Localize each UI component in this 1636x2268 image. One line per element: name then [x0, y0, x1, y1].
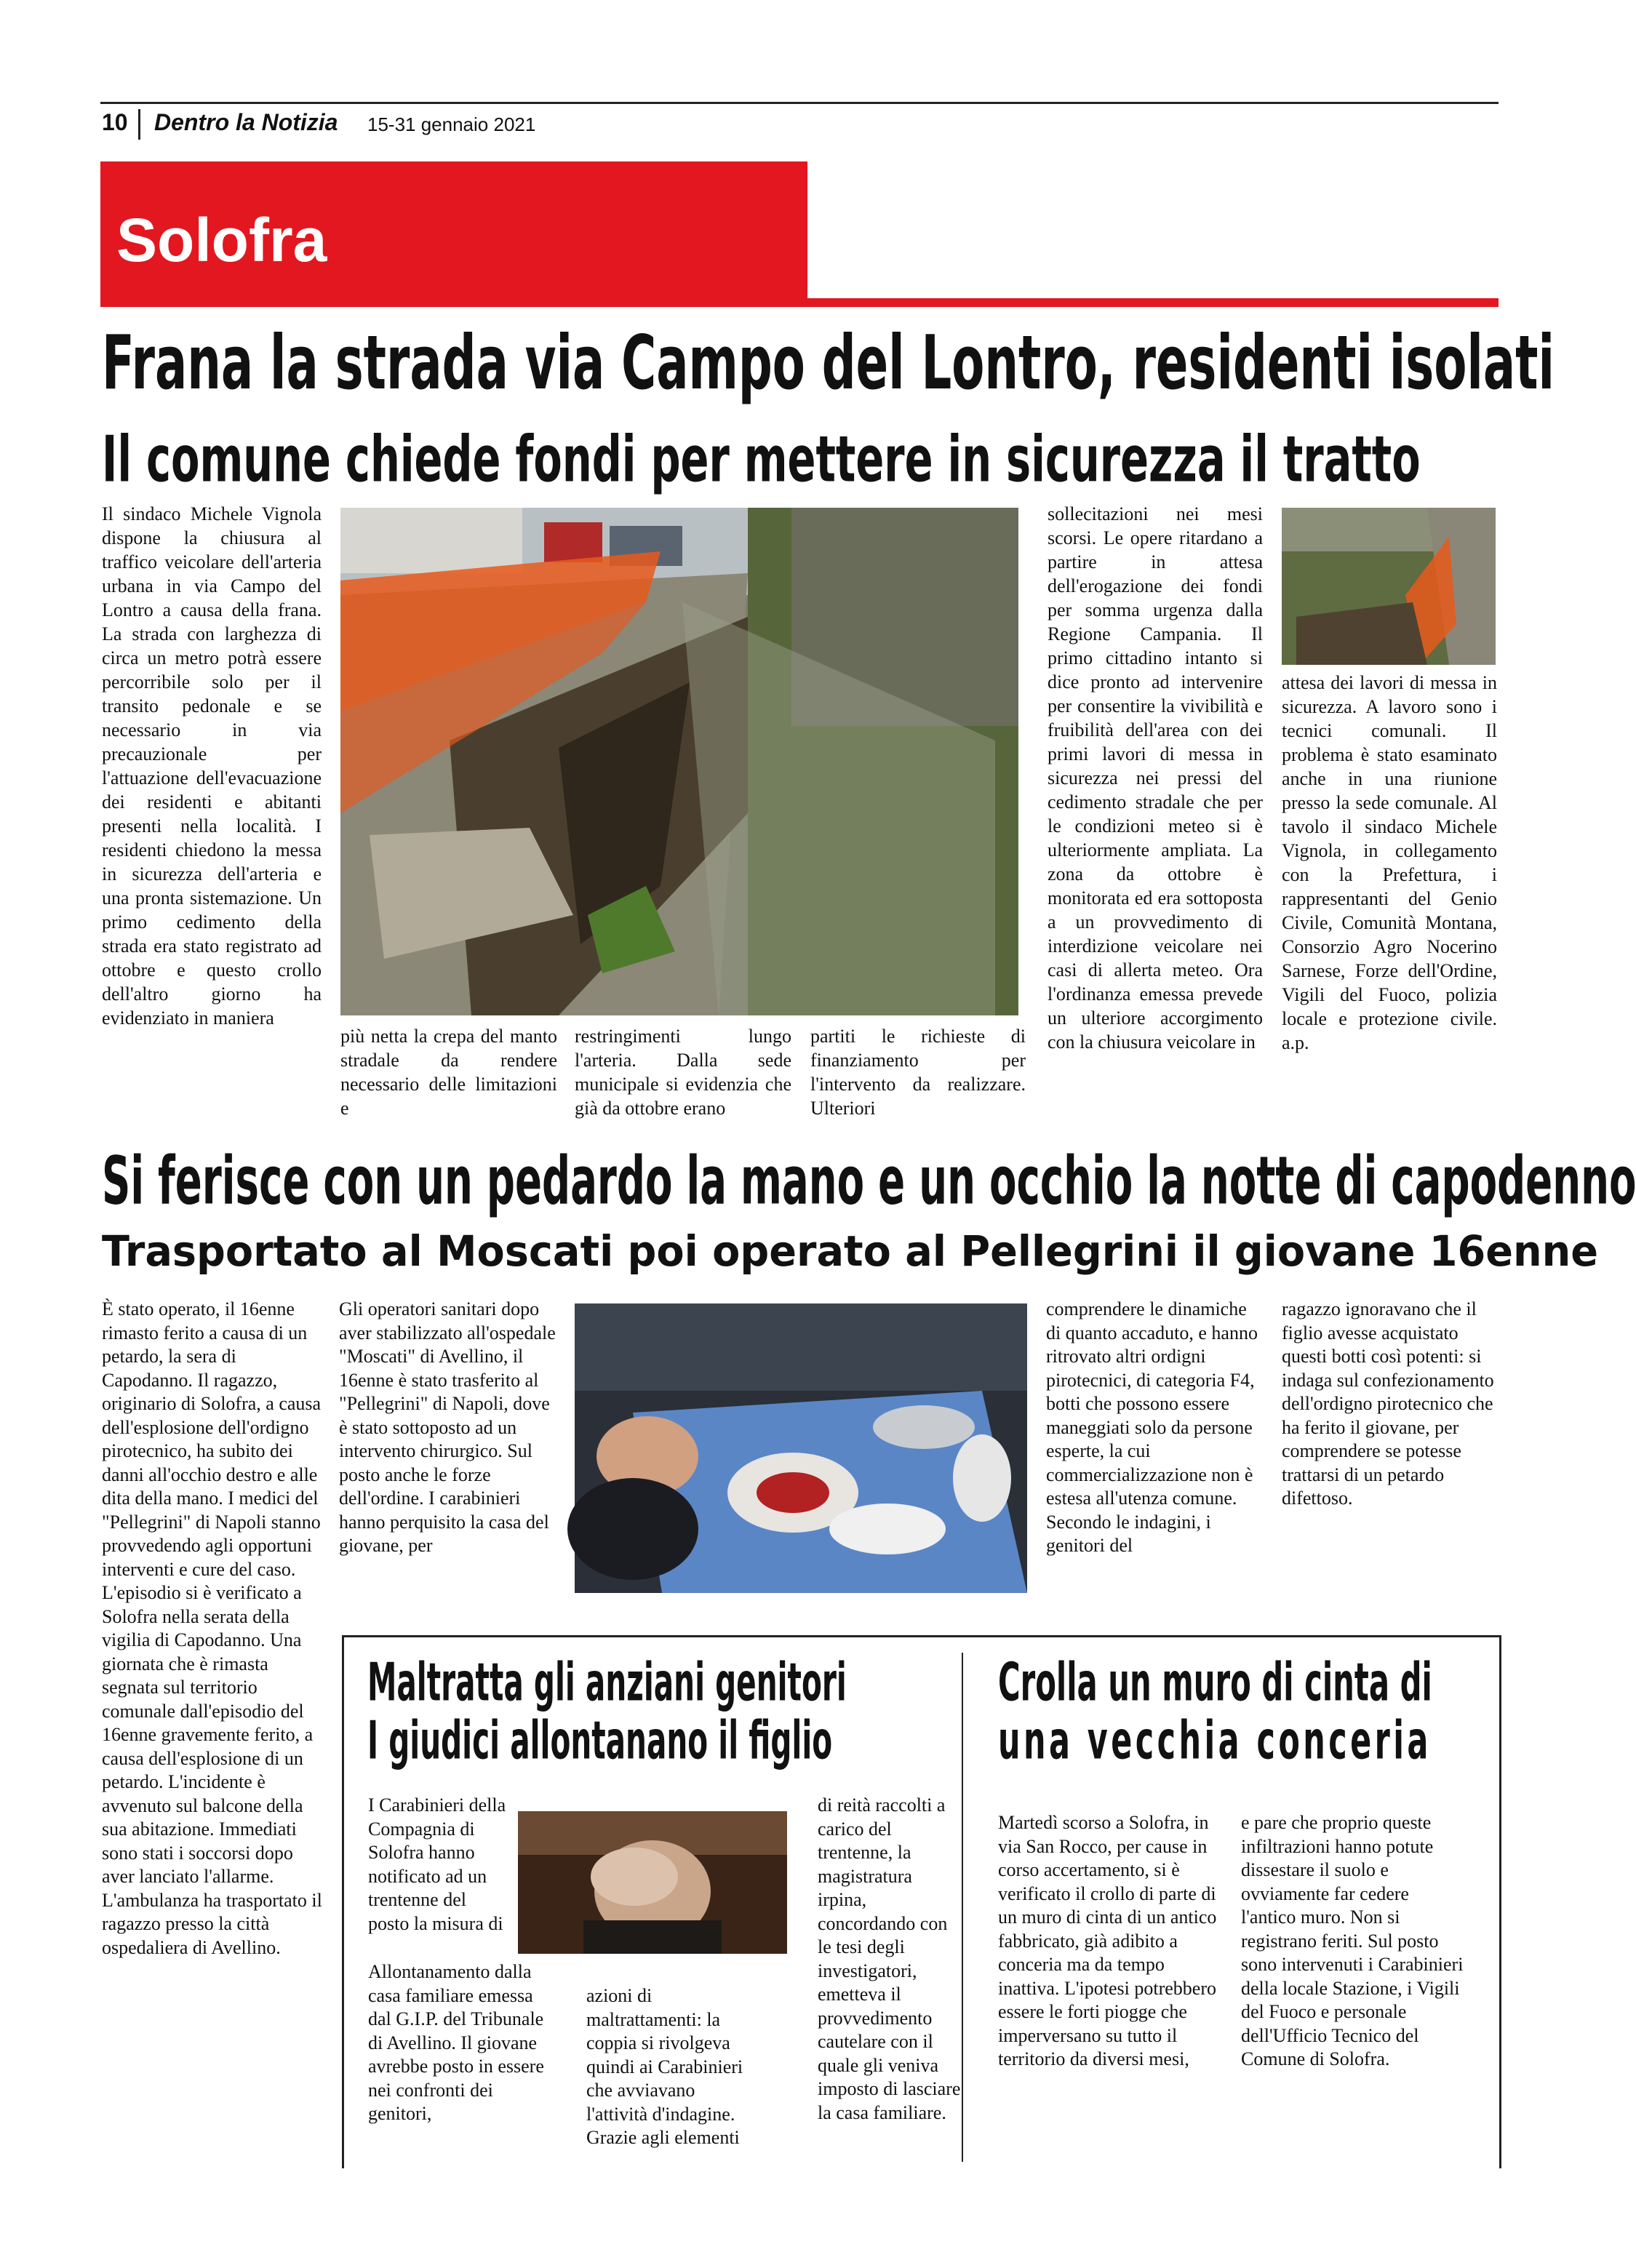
- article4-title-line-2: una vecchia conceria: [998, 1709, 1432, 1771]
- article1-title: Frana la strada via Campo del Lontro, residenti isolati: [102, 320, 1555, 407]
- article3-column-3: di reità raccolti a carico del trentenne, la magistratura irpina, concordando con le tesi degli investigatori, emetteva il provvedimento cautelare con il quale gli veniva imposto di lasciare la casa familiare.: [818, 1794, 961, 2123]
- article1-column-5: sollecitazioni nei mesi scorsi. Le opere ritardano a partire in attesa dell'erogazione dei fondi per somma urgenza dalla Regione Campania. Il primo cittadino intanto si dice pronto ad intervenire per consentire la vivibilità e fruibilità dell'area con dei primi lavori di messa in sicurezza nei pressi del cedimento stradale che per le condizioni meteo si è ulteriormente ampliata. La zona da ottobre è monitorata ed era sottoposta a un provvedimento di interdizione veicolare nei casi di allerta meteo. Ora l'ordinanza emessa prevede un ulteriore accorgimento con la chiusura veicolare in: [1048, 503, 1263, 1053]
- article2-column-2: Gli operatori sanitari dopo aver stabilizzato all'ospedale "Moscati" di Avellino, il 16enne è stato trasferito al "Pellegrini" di Napoli, dove è stato sottoposto ad un intervento chirurgico. Sul posto anche le forze dell'ordine. I carabinieri hanno perquisito la casa del giovane, per: [339, 1298, 556, 1556]
- landslide-detail-photo-image: [1282, 508, 1496, 665]
- section-banner-rule: [807, 298, 1499, 307]
- page-number: 10: [102, 109, 128, 135]
- article2-subtitle: Trasportato al Moscati poi operato al Pellegrini il giovane 16enne: [102, 1226, 1599, 1276]
- article3-title-line-1: Maltratta gli anziani genitori: [367, 1651, 847, 1713]
- header-rule: [100, 102, 1499, 104]
- article3-column-1a: I Carabinieri della Compagnia di Solofra hanno notificato ad un trentenne del posto la misura di: [368, 1794, 506, 1934]
- hospital-photo-image: [575, 1303, 1027, 1593]
- hospital-photo: [575, 1303, 1027, 1593]
- article2-column-3: comprendere le dinamiche di quanto accaduto, e hanno ritrovato altri ordigni pirotecnici, di categoria F4, botti che possono essere maneggiati solo da persone esperte, la cui commercializzazione non è estesa all'utenza comune. Secondo le indagini, i genitori del: [1046, 1298, 1258, 1556]
- article4-title-line-1: Crolla un muro di cinta di: [998, 1651, 1432, 1713]
- issue-date: 15-31 gennaio 2021: [367, 113, 536, 135]
- article2-column-1: È stato operato, il 16enne rimasto ferito a causa di un petardo, la sera di Capodanno. Il ragazzo, originario di Solofra, a causa dell'esplosione dell'ordigno pirotecnico, ha subito dei danni all'occhio destro e alle dita della mano. I medici del "Pellegrini" di Napoli stanno provvedendo agli opportuni interventi e cure del caso. L'episodio si è verificato a Solofra nella serata della vigilia di Capodanno. Una giornata che è rimasta segnata sul territorio comunale dall'episodio del 16enne gravemente ferito, a causa dell'esplosione di un petardo. L'incidente è avvenuto sul balcone della sua abitazione. Immediati sono stati i soccorsi dopo aver lanciato l'allarme. L'ambulanza ha trasportato il ragazzo presso la città ospedaliera di Avellino.: [102, 1298, 322, 1958]
- article2-column-4: ragazzo ignoravano che il figlio avesse acquistato questi botti così potenti: si indaga sul confezionamento dell'ordigno pirotecnico che ha ferito il giovane, per comprendere se potesse trattarsi di un petardo difettoso.: [1282, 1298, 1494, 1509]
- elderly-man-photo: [518, 1811, 787, 1954]
- landslide-detail-photo: [1282, 508, 1496, 665]
- page-number-divider: [138, 109, 140, 140]
- article1-column-6: attesa dei lavori di messa in sicurezza. A lavoro sono i tecnici comunali. Il problema è stato esaminato anche in una riunione presso la sede comunale. Al tavolo il sindaco Michele Vignola, in collegamento con la Prefettura, i rappresentanti del Genio Civile, Comunità Montana, Consorzio Agro Nocerino Sarnese, Forze dell'Ordine, Vigili del Fuoco, polizia locale e protezione civile. a.p.: [1282, 672, 1497, 1053]
- elderly-man-photo-image: [518, 1811, 787, 1954]
- article1-column-4: partiti le richieste di finanziamento per l'intervento da realizzare. Ulteriori: [810, 1026, 1026, 1119]
- landslide-photo-image: [340, 508, 1018, 1015]
- article1-column-1: Il sindaco Michele Vignola dispone la chiusura al traffico veicolare dell'arteria urbana in via Campo del Lontro a causa della frana. La strada con larghezza di circa un metro potrà essere percorribile solo per il transito pedonale e se necessario in via precauzionale per l'attuazione dell'evacuazione dei residenti e abitanti presenti nella località. I residenti chiedono la messa in sicurezza dell'arteria e una pronta sistemazione. Un primo cedimento della strada era stato registrato ad ottobre e questo crollo dell'altro giorno ha evidenziato in maniera: [102, 503, 322, 1029]
- article3-column-1b: Allontanamento dalla casa familiare emessa dal G.I.P. del Tribunale di Avellino. Il giovane avrebbe posto in essere nei confronti dei genitori,: [368, 1961, 544, 2124]
- publication-name: Dentro la Notizia: [154, 109, 338, 135]
- article1-column-2: più netta la crepa del manto stradale da rendere necessario delle limitazioni e: [340, 1026, 557, 1119]
- section-title: Solofra: [116, 206, 327, 274]
- article1-subtitle: Il comune chiede fondi per mettere in sicurezza il tratto: [102, 422, 1421, 497]
- article1-column-3: restringimenti lungo l'arteria. Dalla sede municipale si evidenzia che già da ottobre erano: [575, 1026, 791, 1119]
- article4-column-2: e pare che proprio queste infiltrazioni hanno potute dissestare il suolo e ovviamente far cedere l'antico muro. Non si registrano feriti. Sul posto sono intervenuti i Carabinieri della locale Stazione, i Vigili del Fuoco e personale dell'Ufficio Tecnico del Comune di Solofra.: [1241, 1812, 1464, 2069]
- article4-column-1: Martedì scorso a Solofra, in via San Rocco, per cause in corso accertamento, si è verificato il crollo di parte di un muro di cinta di un antico fabbricato, già adibito a conceria ma da tempo inattiva. L'ipotesi potrebbero essere le forti piogge che imperversano su tutto il territorio da diversi mesi,: [998, 1812, 1217, 2069]
- landslide-photo: [340, 508, 1018, 1015]
- article3-title-line-2: I giudici allontanano il figlio: [367, 1709, 833, 1771]
- article3-column-2: azioni di maltrattamenti: la coppia si rivolgeva quindi ai Carabinieri che avviavano l'attività d'indagine. Grazie agli elementi: [586, 1985, 743, 2148]
- article2-title: Si ferisce con un pedardo la mano e un occhio la notte di capodenno: [102, 1142, 1636, 1220]
